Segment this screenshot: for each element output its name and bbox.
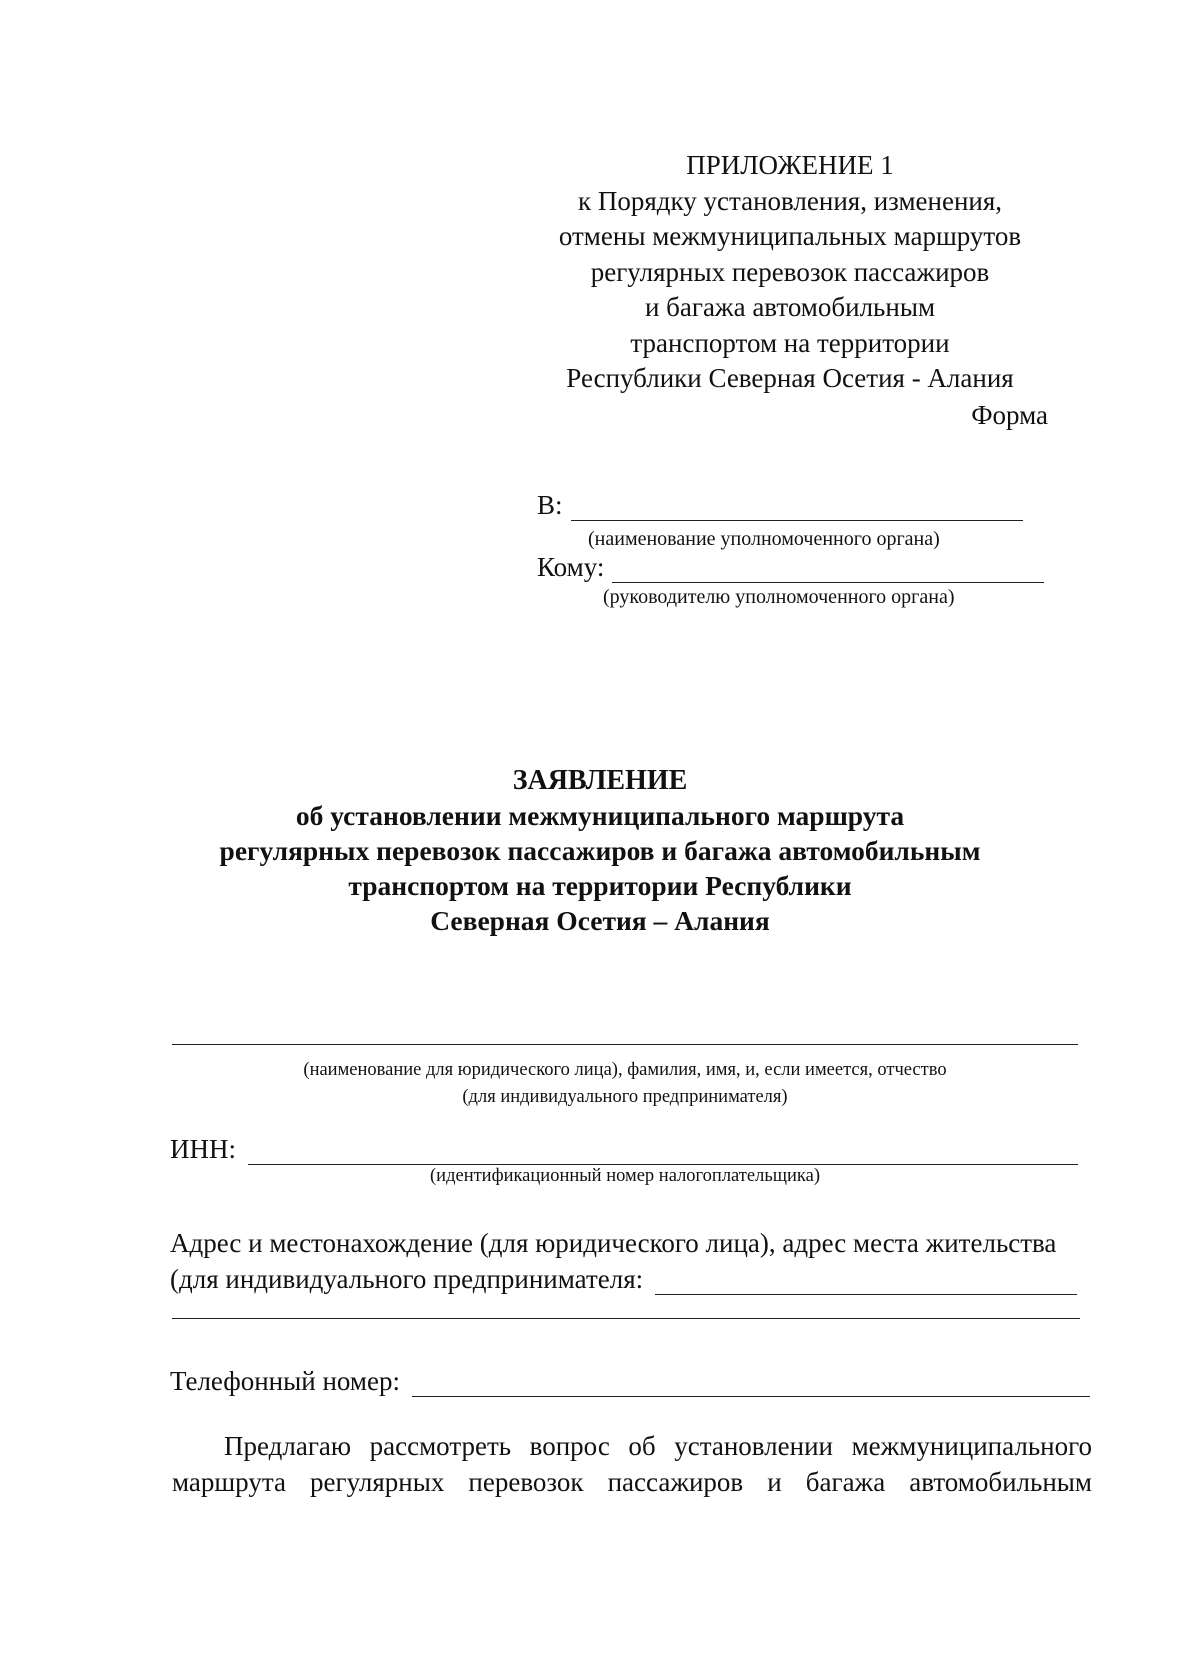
inn-field[interactable] bbox=[248, 1142, 1078, 1165]
whom-hint: (руководителю уполномоченного органа) bbox=[603, 586, 955, 608]
hint-line: (наименование для юридического лица), фамилия, имя, и, если имеется, отчество bbox=[303, 1060, 947, 1080]
address-field[interactable] bbox=[655, 1272, 1077, 1295]
appendix-line: Республики Северная Осетия - Алания bbox=[566, 363, 1014, 393]
to-row bbox=[537, 490, 1023, 521]
phone-row bbox=[170, 1366, 1090, 1397]
inn-row bbox=[170, 1134, 1078, 1165]
whom-label: Кому: bbox=[537, 552, 605, 582]
to-hint: (наименование уполномоченного органа) bbox=[588, 528, 940, 550]
document-title bbox=[0, 763, 1200, 938]
appendix-line: и багажа автомобильным bbox=[644, 292, 936, 322]
title-heading: ЗАЯВЛЕНИЕ bbox=[512, 765, 688, 796]
address-label-line-1: Адрес и местонахождение (для юридического лица), адрес места жительства bbox=[170, 1228, 1057, 1258]
whom-row bbox=[537, 552, 1044, 583]
title-line: регулярных перевозок пассажиров и багажа автомобильным bbox=[219, 835, 981, 866]
title-line: транспортом на территории Республики bbox=[348, 870, 852, 901]
paragraph-line: маршрута регулярных перевозок пассажиров и багажа автомобильным bbox=[172, 1467, 1092, 1497]
phone-label: Телефонный номер: bbox=[170, 1366, 400, 1396]
body-paragraph bbox=[172, 1428, 1092, 1500]
appendix-line: к Порядку установления, изменения, bbox=[577, 185, 1003, 216]
title-line: Северная Осетия – Алания bbox=[430, 905, 770, 936]
whom-field[interactable] bbox=[612, 560, 1044, 583]
appendix-header bbox=[540, 148, 1040, 397]
title-line: об установлении межмуниципального маршрута bbox=[295, 800, 905, 831]
inn-label: ИНН: bbox=[170, 1134, 236, 1164]
address-field-continued[interactable] bbox=[172, 1318, 1080, 1319]
appendix-line: отмены межмуниципальных маршрутов bbox=[558, 221, 1022, 251]
paragraph-line: Предлагаю рассмотреть вопрос об установлении межмуниципального bbox=[224, 1431, 1092, 1461]
address-label-line-2: (для индивидуального предпринимателя: bbox=[170, 1264, 644, 1294]
applicant-name-hint bbox=[150, 1057, 1100, 1111]
address-row bbox=[170, 1264, 1077, 1295]
applicant-name-field[interactable] bbox=[172, 1044, 1078, 1045]
inn-hint: (идентификационный номер налогоплательщика) bbox=[430, 1166, 820, 1186]
form-label: Форма bbox=[971, 400, 1048, 430]
appendix-line: транспортом на территории bbox=[630, 327, 950, 358]
to-field[interactable] bbox=[571, 498, 1023, 521]
hint-line: (для индивидуального предпринимателя) bbox=[462, 1087, 788, 1107]
appendix-line: ПРИЛОЖЕНИЕ 1 bbox=[686, 150, 894, 180]
appendix-line: регулярных перевозок пассажиров bbox=[590, 256, 990, 287]
phone-field[interactable] bbox=[412, 1374, 1090, 1397]
to-label: В: bbox=[537, 490, 563, 520]
